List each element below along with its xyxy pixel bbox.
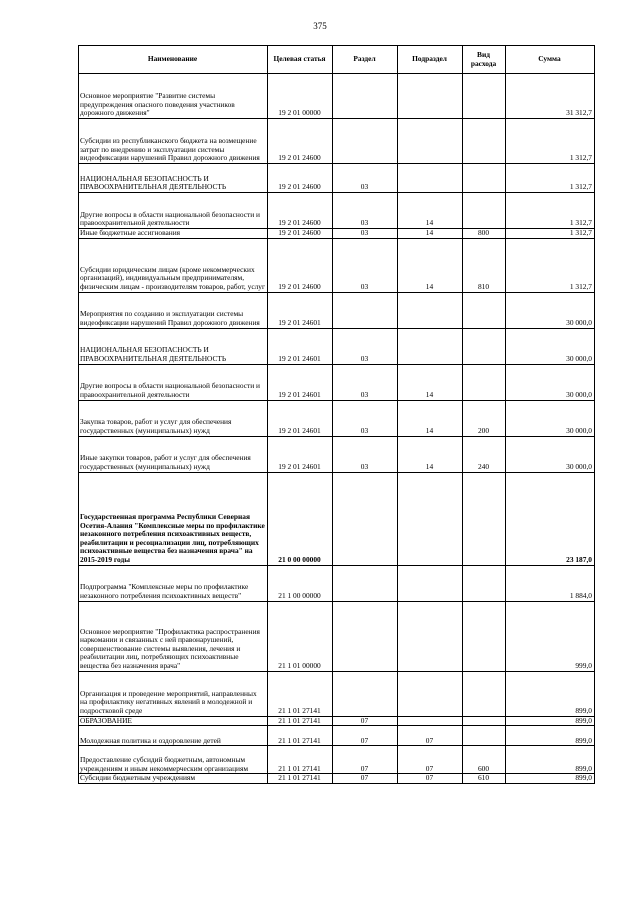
cell-article: 21 1 01 27141 <box>268 774 333 784</box>
cell-expense-type: 610 <box>463 774 506 784</box>
cell-section: 03 <box>333 400 398 436</box>
cell-article: 19 2 01 24600 <box>268 119 333 164</box>
cell-expense-type: 240 <box>463 436 506 472</box>
cell-expense-type: 200 <box>463 400 506 436</box>
cell-article: 19 2 01 24601 <box>268 436 333 472</box>
cell-sum: 999,0 <box>506 601 595 671</box>
cell-section <box>333 292 398 328</box>
cell-expense-type <box>463 671 506 716</box>
cell-subsection: 07 <box>398 774 463 784</box>
cell-subsection <box>398 164 463 193</box>
cell-sum: 899,0 <box>506 726 595 746</box>
cell-article: 19 2 01 24600 <box>268 238 333 292</box>
cell-expense-type <box>463 164 506 193</box>
cell-subsection: 14 <box>398 193 463 229</box>
cell-name: ОБРАЗОВАНИЕ <box>79 716 268 726</box>
cell-article: 21 1 00 00000 <box>268 565 333 601</box>
cell-expense-type <box>463 565 506 601</box>
table-row <box>79 774 595 784</box>
cell-article: 21 1 01 27141 <box>268 746 333 774</box>
col-header-expense-type: Вид расхода <box>463 46 506 74</box>
table-row <box>79 238 595 292</box>
cell-name: Основное мероприятие "Развитие системы предупреждения опасного поведения участников дорожного движения" <box>79 74 268 119</box>
cell-name: НАЦИОНАЛЬНАЯ БЕЗОПАСНОСТЬ И ПРАВООХРАНИТЕЛЬНАЯ ДЕЯТЕЛЬНОСТЬ <box>79 328 268 364</box>
cell-sum: 30 000,0 <box>506 364 595 400</box>
cell-name: НАЦИОНАЛЬНАЯ БЕЗОПАСНОСТЬ И ПРАВООХРАНИТЕЛЬНАЯ ДЕЯТЕЛЬНОСТЬ <box>79 164 268 193</box>
cell-article: 19 2 01 24601 <box>268 328 333 364</box>
table-row <box>79 74 595 119</box>
cell-expense-type <box>463 193 506 229</box>
table-row <box>79 565 595 601</box>
table-body <box>79 74 595 784</box>
col-header-subsection: Подраздел <box>398 46 463 74</box>
cell-name: Мероприятия по созданию и эксплуатации системы видеофиксации нарушений Правил дорожного движения <box>79 292 268 328</box>
col-header-name: Наименование <box>79 46 268 74</box>
cell-section: 07 <box>333 726 398 746</box>
cell-subsection: 14 <box>398 229 463 239</box>
cell-section: 03 <box>333 164 398 193</box>
cell-sum: 30 000,0 <box>506 436 595 472</box>
cell-subsection <box>398 565 463 601</box>
table-row <box>79 193 595 229</box>
cell-expense-type <box>463 364 506 400</box>
cell-section: 07 <box>333 716 398 726</box>
cell-expense-type <box>463 716 506 726</box>
table-header-row <box>79 46 595 74</box>
cell-name: Иные закупки товаров, работ и услуг для обеспечения государственных (муниципальных) нужд <box>79 436 268 472</box>
cell-name: Другие вопросы в области национальной безопасности и правоохранительной деятельности <box>79 193 268 229</box>
cell-subsection <box>398 716 463 726</box>
cell-subsection <box>398 472 463 565</box>
cell-name: Государственная программа Республики Северная Осетия-Алания "Комплексные меры по профилактике незаконного потребления психоактивных веществ, реабилитации и ресоциализации лиц, потребляющих психоактивные вещества без назначения врача" на 2015-2019 годы <box>79 472 268 565</box>
cell-subsection: 07 <box>398 746 463 774</box>
cell-name: Иные бюджетные ассигнования <box>79 229 268 239</box>
cell-expense-type: 810 <box>463 238 506 292</box>
cell-name: Молодежная политика и оздоровление детей <box>79 726 268 746</box>
col-header-article: Целевая статья <box>268 46 333 74</box>
cell-subsection: 14 <box>398 238 463 292</box>
table-row <box>79 601 595 671</box>
table-row <box>79 164 595 193</box>
cell-name: Закупка товаров, работ и услуг для обеспечения государственных (муниципальных) нужд <box>79 400 268 436</box>
cell-section <box>333 671 398 716</box>
cell-article: 19 2 01 24601 <box>268 400 333 436</box>
cell-sum: 899,0 <box>506 774 595 784</box>
table-row <box>79 328 595 364</box>
cell-section <box>333 601 398 671</box>
cell-article: 19 2 01 24600 <box>268 193 333 229</box>
cell-subsection <box>398 601 463 671</box>
page-number: 375 <box>313 21 327 31</box>
cell-expense-type: 800 <box>463 229 506 239</box>
cell-subsection: 14 <box>398 364 463 400</box>
table-row <box>79 746 595 774</box>
cell-expense-type <box>463 328 506 364</box>
cell-section <box>333 472 398 565</box>
table-row <box>79 229 595 239</box>
cell-sum: 1 312,7 <box>506 119 595 164</box>
cell-name: Предоставление субсидий бюджетным, автономным учреждениям и иным некоммерческим организациям <box>79 746 268 774</box>
cell-expense-type: 600 <box>463 746 506 774</box>
cell-article: 21 1 01 27141 <box>268 716 333 726</box>
cell-sum: 1 312,7 <box>506 229 595 239</box>
table-row <box>79 119 595 164</box>
cell-article: 19 2 01 24601 <box>268 364 333 400</box>
cell-expense-type <box>463 74 506 119</box>
cell-article: 19 2 01 24600 <box>268 229 333 239</box>
cell-article: 21 0 00 00000 <box>268 472 333 565</box>
cell-article: 19 2 01 24600 <box>268 164 333 193</box>
col-header-section: Раздел <box>333 46 398 74</box>
table-row <box>79 364 595 400</box>
cell-subsection <box>398 292 463 328</box>
table-row <box>79 726 595 746</box>
cell-section: 07 <box>333 774 398 784</box>
cell-subsection: 14 <box>398 436 463 472</box>
cell-sum: 30 000,0 <box>506 400 595 436</box>
cell-sum: 23 187,0 <box>506 472 595 565</box>
cell-article: 19 2 01 24601 <box>268 292 333 328</box>
cell-name: Основное мероприятие "Профилактика распространения наркомании и связанных с ней правонарушений, совершенствование системы выявления, лечения и реабилитации лиц, потребляющих психоактивные вещества без назначения врача" <box>79 601 268 671</box>
table-row <box>79 472 595 565</box>
cell-section: 03 <box>333 436 398 472</box>
cell-section <box>333 74 398 119</box>
col-header-sum: Сумма <box>506 46 595 74</box>
cell-expense-type <box>463 292 506 328</box>
cell-expense-type <box>463 726 506 746</box>
cell-section: 03 <box>333 328 398 364</box>
cell-section: 03 <box>333 229 398 239</box>
cell-name: Организация и проведение мероприятий, направленных на профилактику негативных явлений в молодежной и подростковой среде <box>79 671 268 716</box>
cell-article: 21 1 01 27141 <box>268 671 333 716</box>
cell-subsection: 07 <box>398 726 463 746</box>
cell-sum: 30 000,0 <box>506 292 595 328</box>
cell-subsection <box>398 119 463 164</box>
cell-article: 21 1 01 00000 <box>268 601 333 671</box>
cell-sum: 899,0 <box>506 746 595 774</box>
cell-section: 07 <box>333 746 398 774</box>
cell-sum: 1 312,7 <box>506 238 595 292</box>
cell-sum: 899,0 <box>506 671 595 716</box>
cell-subsection: 14 <box>398 400 463 436</box>
cell-name: Субсидии из республиканского бюджета на возмещение затрат по внедрению и эксплуатации системы видеофиксации нарушений Правил дорожного движения <box>79 119 268 164</box>
cell-sum: 1 312,7 <box>506 193 595 229</box>
table-row <box>79 292 595 328</box>
cell-expense-type <box>463 119 506 164</box>
cell-sum: 1 884,0 <box>506 565 595 601</box>
cell-expense-type <box>463 472 506 565</box>
table-row <box>79 671 595 716</box>
table-row <box>79 436 595 472</box>
cell-subsection <box>398 74 463 119</box>
cell-expense-type <box>463 601 506 671</box>
cell-section: 03 <box>333 193 398 229</box>
cell-article: 21 1 01 27141 <box>268 726 333 746</box>
cell-name: Другие вопросы в области национальной безопасности и правоохранительной деятельности <box>79 364 268 400</box>
budget-table <box>78 45 595 784</box>
table-row <box>79 400 595 436</box>
cell-sum: 1 312,7 <box>506 164 595 193</box>
table-row <box>79 716 595 726</box>
cell-name: Субсидии юридическим лицам (кроме некоммерческих организаций), индивидуальным предпринимателям, физическим лицам - производителям товаров, работ, услуг <box>79 238 268 292</box>
cell-section: 03 <box>333 238 398 292</box>
cell-section: 03 <box>333 364 398 400</box>
cell-name: Субсидии бюджетным учреждениям <box>79 774 268 784</box>
cell-sum: 31 312,7 <box>506 74 595 119</box>
cell-section <box>333 119 398 164</box>
cell-name: Подпрограмма "Комплексные меры по профилактике незаконного потребления психоактивных веществ" <box>79 565 268 601</box>
cell-subsection <box>398 328 463 364</box>
cell-sum: 30 000,0 <box>506 328 595 364</box>
cell-article: 19 2 01 00000 <box>268 74 333 119</box>
cell-sum: 899,0 <box>506 716 595 726</box>
cell-subsection <box>398 671 463 716</box>
cell-section <box>333 565 398 601</box>
